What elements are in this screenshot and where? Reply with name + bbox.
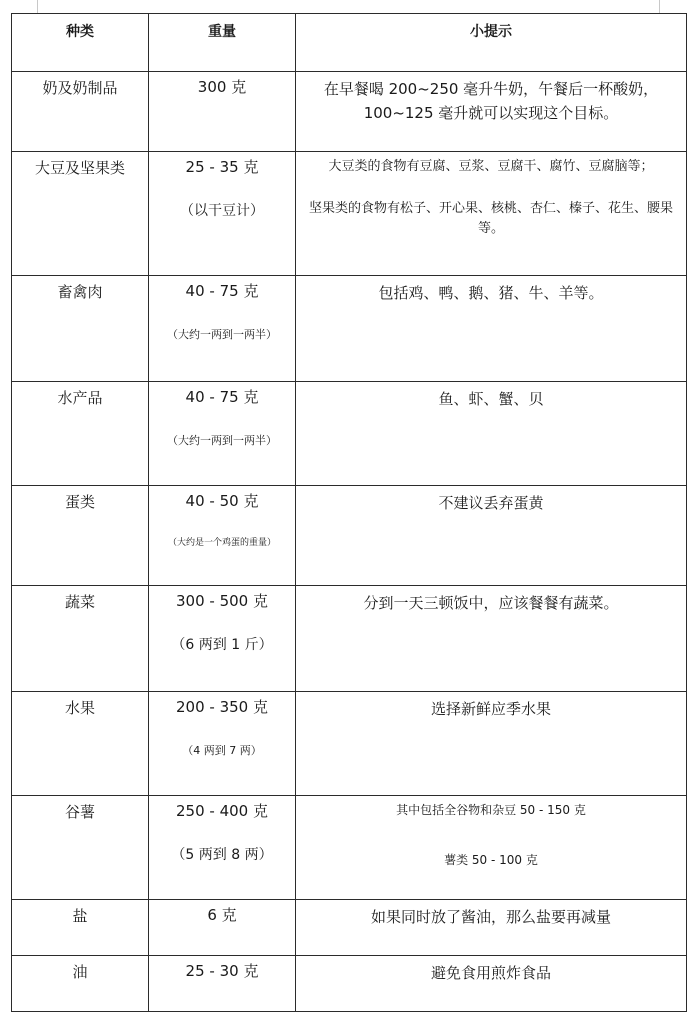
weight-note: （4 两到 7 两） (182, 744, 262, 757)
tip-cell (296, 152, 687, 276)
tip-line: 100~125 毫升就可以实现这个目标。 (363, 104, 619, 122)
tip-line: 不建议丢弃蛋黄 (438, 494, 544, 512)
tip-cell (296, 586, 687, 692)
weight-cell (149, 692, 296, 796)
weight-value: 25 - 35 克 (185, 158, 259, 176)
kind-cell: 盐 (12, 900, 149, 956)
weight-value: 25 - 30 克 (185, 962, 259, 980)
weight-cell (149, 486, 296, 586)
table-row-oil (12, 956, 687, 1012)
tip-cell (296, 72, 687, 152)
header-weight: 重量 (149, 14, 296, 72)
weight-value: 40 - 50 克 (185, 492, 259, 510)
weight-cell (149, 382, 296, 486)
tip-cell (296, 692, 687, 796)
weight-cell (149, 796, 296, 900)
table-row-dairy (12, 72, 687, 152)
weight-value: 250 - 400 克 (176, 802, 268, 820)
tip-cell (296, 382, 687, 486)
kind-cell: 水果 (12, 692, 149, 796)
tip-line: 大豆类的食物有豆腐、豆浆、豆腐干、腐竹、豆腐脑等； (328, 159, 654, 174)
tip-cell (296, 796, 687, 900)
tip-line: 在早餐喝 200~250 毫升牛奶，午餐后一杯酸奶， (323, 80, 659, 98)
weight-note: （大约一两到一两半） (167, 434, 277, 447)
kind-cell: 大豆及坚果类 (12, 152, 149, 276)
kind-cell: 奶及奶制品 (12, 72, 149, 152)
nutrition-table (11, 13, 687, 1012)
table-row-aquatic (12, 382, 687, 486)
header-row (12, 14, 687, 72)
weight-value: 40 - 75 克 (185, 282, 259, 300)
header-kind: 种类 (12, 14, 149, 72)
tip-line: 薯类 50 - 100 克 (444, 853, 538, 867)
weight-cell (149, 900, 296, 956)
page-edge-left (37, 0, 38, 14)
table-row-meat (12, 276, 687, 382)
weight-value: 6 克 (207, 906, 237, 924)
kind-cell: 水产品 (12, 382, 149, 486)
table-row-salt (12, 900, 687, 956)
kind-cell: 油 (12, 956, 149, 1012)
weight-value: 200 - 350 克 (176, 698, 268, 716)
table-row-grains (12, 796, 687, 900)
weight-note: （以干豆计） (180, 203, 264, 219)
weight-note: （6 两到 1 斤） (171, 637, 273, 653)
tip-line: 如果同时放了酱油，那么盐要再减量 (370, 908, 611, 926)
page-edge-right (659, 0, 660, 14)
weight-cell (149, 586, 296, 692)
tip-line: 其中包括全谷物和杂豆 50 - 150 克 (396, 803, 586, 817)
tip-line: 包括鸡、鸭、鹅、猪、牛、羊等。 (378, 284, 604, 302)
weight-value: 300 克 (197, 78, 247, 96)
weight-cell (149, 956, 296, 1012)
kind-cell: 蔬菜 (12, 586, 149, 692)
kind-cell: 谷薯 (12, 796, 149, 900)
table-row-vegetables (12, 586, 687, 692)
weight-value: 300 - 500 克 (176, 592, 268, 610)
weight-note: （5 两到 8 两） (171, 847, 273, 863)
weight-note: （大约是一个鸡蛋的重量） (167, 538, 276, 548)
header-tips: 小提示 (296, 14, 687, 72)
weight-cell (149, 152, 296, 276)
table-row-soy-nuts (12, 152, 687, 276)
table-row-fruit (12, 692, 687, 796)
weight-cell (149, 72, 296, 152)
tip-cell (296, 956, 687, 1012)
kind-cell: 畜禽肉 (12, 276, 149, 382)
tip-line: 选择新鲜应季水果 (430, 700, 551, 718)
kind-cell: 蛋类 (12, 486, 149, 586)
tip-cell (296, 486, 687, 586)
table-row-eggs (12, 486, 687, 586)
tip-cell (296, 276, 687, 382)
tip-line: 分到一天三顿饭中，应该餐餐有蔬菜。 (363, 594, 619, 612)
weight-note: （大约一两到一两半） (167, 328, 277, 341)
weight-cell (149, 276, 296, 382)
tip-cell (296, 900, 687, 956)
tip-line: 坚果类的食物有松子、开心果、核桃、杏仁、榛子、花生、腰果等。 (308, 201, 673, 236)
tip-line: 鱼、虾、蟹、贝 (438, 390, 544, 408)
tip-line: 避免食用煎炸食品 (430, 964, 551, 982)
weight-value: 40 - 75 克 (185, 388, 259, 406)
